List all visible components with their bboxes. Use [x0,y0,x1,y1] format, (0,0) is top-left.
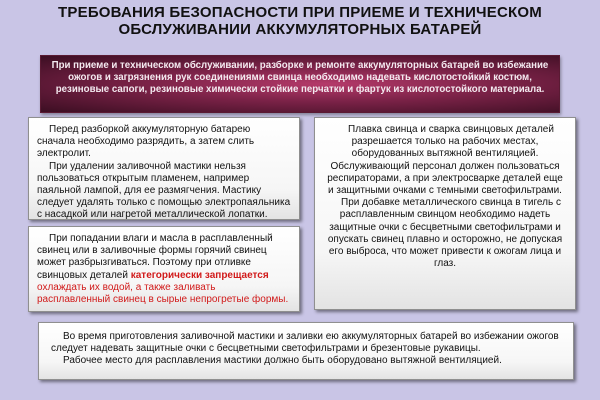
title-line-1: ТРЕБОВАНИЯ БЕЗОПАСНОСТИ ПРИ ПРИЕМЕ И ТЕХНИЧЕСКОМ [58,4,542,21]
box2-text-b: охлаждать их водой, а также заливать расплавленный свинец в сырые непрогретые формы. [37,281,289,306]
intro-banner [40,55,560,113]
box1-paragraph-2: При удалении заливочной мастики нельзя пользоваться открытым пламенем, например паяльной лампой, для ее размягчения. Мастику следует удалять только с помощью электропаяльника с насадкой или нагретой металлической лопатки. [37,160,291,221]
box4-paragraph-1: Во время приготовления заливочной мастики и заливки ею аккумуляторных батарей во избежании ожогов следует надевать защитные очки с бесцветными светофильтрами и брезентовые рукавицы. [51,331,559,355]
box2-text-a: При попадании влаги и масла в расплавленный свинец или в заливочные формы горячий свинец может разбрызгиваться. Поэтому при отливке свинцовых деталей [37,233,273,281]
box3-paragraph-1: Плавка свинца и сварка свинцовых деталей разрешается только на рабочих местах, оборудованных вытяжной вентиляцией. Обслуживающий персонал должен пользоваться респираторами, а при электросварке деталей еще и защитными очками с темными светофильтрами. [327,124,563,197]
box2-paragraph [37,233,291,306]
box-lead-melting [314,117,576,310]
box1-paragraph-1: Перед разборкой аккумуляторную батарею сначала необходимо разрядить, а затем слить электролит. [37,124,255,160]
box-mastic-pouring [38,322,574,380]
title-line-2: ОБСЛУЖИВАНИИ АККУМУЛЯТОРНЫХ БАТАРЕЙ [118,21,482,38]
box3-paragraph-2: При добавке металлического свинца в тигель с расплавленным свинцом необходимо надеть защитные очки с бесцветными светофильтрами и опускать свинец плавно и осторожно, не допуская его выброса, что может привести к ожогам лица и глаз. [327,197,563,270]
banner-text: При приеме и техническом обслуживании, разборке и ремонте аккумуляторных батарей во избежание ожогов и загрязнения рук соединениями свинца необходимо надевать кислотостойкий костюм, резиновые сапоги, резиновые химически стойкие перчатки и фартук из кислотостойкого материала. [51,60,549,95]
box-disassembly [28,117,300,220]
poster-title [10,4,590,38]
box4-paragraph-2: Рабочее место для расплавления мастики должно быть оборудовано вытяжной вентиляцией. [63,355,502,367]
box-lead-casting [28,226,300,312]
box2-emphasis: категорически запрещается [130,269,269,281]
